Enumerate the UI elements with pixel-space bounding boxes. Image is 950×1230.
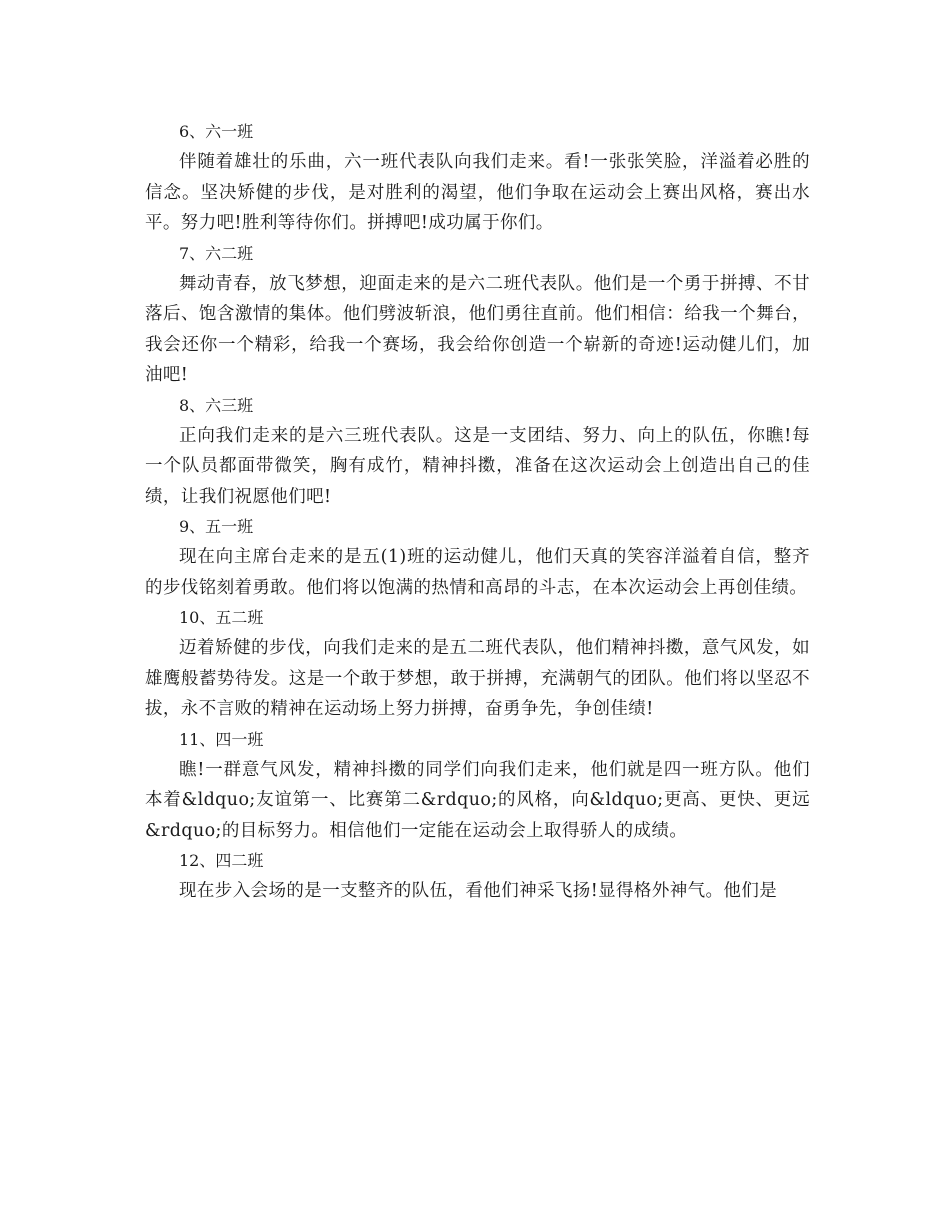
section-paragraph: 瞧!一群意气风发，精神抖擞的同学们向我们走来，他们就是四一班方队。他们本着&ldquo;友谊第一、比赛第二&rdquo;的风格，向&ldquo;更高、更快、更远&rdquo;的目标努力。相信他们一定能在运动会上取得骄人的成绩。 — [145, 759, 810, 841]
section-paragraph: 迈着矫健的步伐，向我们走来的是五二班代表队，他们精神抖擞，意气风发，如雄鹰般蓄势待发。这是一个敢于梦想，敢于拼搏，充满朝气的团队。他们将以坚忍不拔，永不言败的精神在运动场上努力拼搏，奋勇争先，争创佳绩! — [145, 638, 810, 719]
section-paragraph: 舞动青春，放飞梦想，迎面走来的是六二班代表队。他们是一个勇于拼搏、不甘落后、饱含激情的集体。他们劈波斩浪，他们勇往直前。他们相信：给我一个舞台，我会还你一个精彩，给我一个赛场，我会给你创造一个崭新的奇迹!运动健儿们，加油吧! — [145, 273, 810, 385]
section-heading: 9、五一班 — [179, 517, 254, 536]
section-8 — [145, 391, 810, 513]
section-heading: 11、四一班 — [179, 729, 264, 749]
section-heading: 12、四二班 — [179, 851, 264, 870]
section-6 — [145, 117, 810, 239]
section-heading: 8、六三班 — [179, 395, 254, 415]
section-heading: 7、六二班 — [179, 243, 254, 263]
section-heading: 10、五二班 — [179, 608, 264, 627]
section-7 — [145, 239, 810, 391]
section-10 — [145, 603, 810, 725]
section-11 — [145, 725, 810, 847]
section-paragraph: 正向我们走来的是六三班代表队。这是一支团结、努力、向上的队伍，你瞧!每一个队员都面带微笑，胸有成竹，精神抖擞，准备在这次运动会上创造出自己的佳绩，让我们祝愿他们吧! — [145, 425, 810, 507]
section-9 — [145, 512, 810, 603]
section-12 — [145, 846, 810, 907]
section-paragraph: 现在步入会场的是一支整齐的队伍，看他们神采飞扬!显得格外神气。他们是 — [179, 881, 778, 901]
document-page — [145, 117, 810, 907]
section-paragraph: 伴随着雄壮的乐曲，六一班代表队向我们走来。看!一张张笑脸，洋溢着必胜的信念。坚决矫健的步伐，是对胜利的渴望，他们争取在运动会上赛出风格，赛出水平。努力吧!胜利等待你们。拼搏吧!成功属于你们。 — [145, 152, 810, 233]
section-paragraph: 现在向主席台走来的是五(1)班的运动健儿，他们天真的笑容洋溢着自信，整齐的步伐铭刻着勇敢。他们将以饱满的热情和高昂的斗志，在本次运动会上再创佳绩。 — [145, 547, 810, 598]
section-heading: 6、六一班 — [179, 122, 254, 141]
